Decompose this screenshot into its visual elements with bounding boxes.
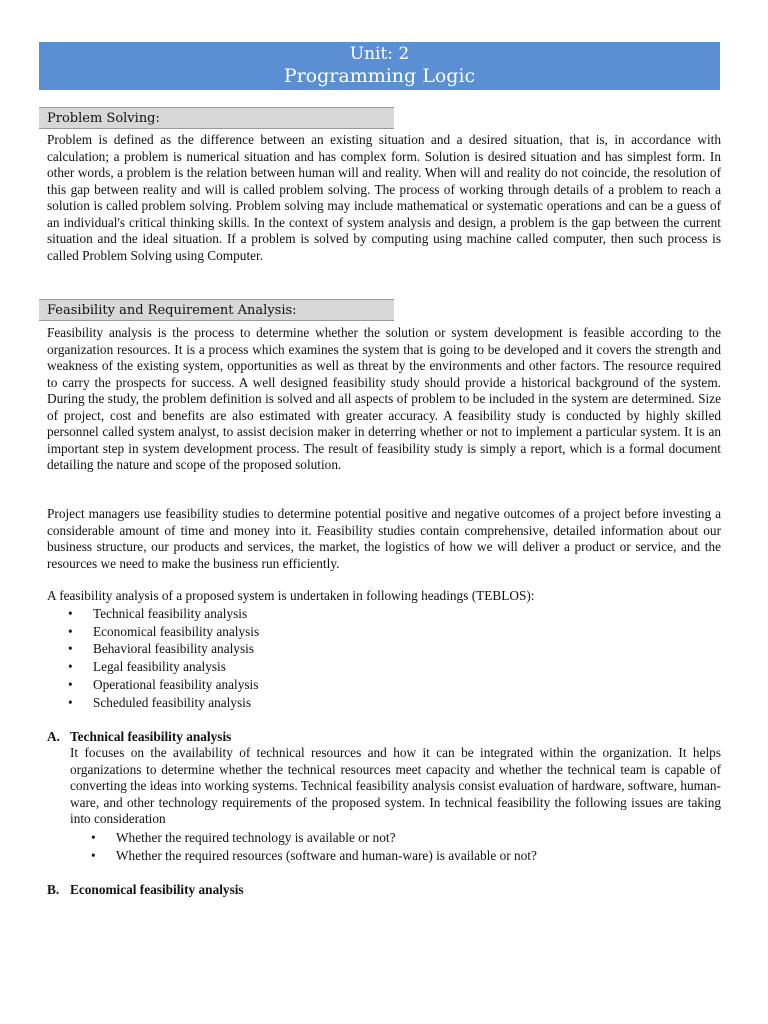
technical-issues-list — [91, 829, 537, 864]
problem-solving-paragraph: Problem is defined as the difference between an existing situation and a desired situation, that is, in accordance with calculation; a problem is numerical situation and has complex form. Solution is desired situation and has simplest form. In other words, a problem is the relation between human will and reality. When will and reality do not coincide, the resolution of this gap between reality and will is called problem solving. The process of working through details of a problem to reach a solution is called problem solving. Problem solving may include mathematical or systematic operations and can be a guess of an individual's critical thinking skills. In the context of system analysis and design, a problem is the gap between the current situation and the ideal situation. If a problem is solved by computing using machine called computer, then such process is called Problem Solving using Computer. — [47, 132, 721, 263]
feasibility-paragraph-3: A feasibility analysis of a proposed system is undertaken in following headings (TEBLOS): — [47, 588, 535, 603]
feasibility-paragraph-1: Feasibility analysis is the process to determine whether the solution or system development is feasible according to the organization resources. It is a process which examines the system that is going to be developed and it covers the strength and weakness of the existing system, opportunities as well as threat by the environments and other factors. The resource required to carry the prospects for success. A well designed feasibility study should provide a historical background of the system. During the study, the problem definition is solved and all aspects of problem to be included in the system are determined. Size of project, cost and benefits are also estimated with greater accuracy. A feasibility study is conducted by highly skilled personnel called system analyst, to assist decision maker in deterring whether or not to implement a particular system. It is an important step in system development process. The result of feasibility study is simply a report, which is a formal document detailing the nature and scope of the proposed solution. — [47, 325, 721, 472]
subheading-letter: A. — [47, 729, 60, 744]
list-item: • Whether the required resources (software and human-ware) is available or not? — [91, 847, 537, 865]
subheading-title: Economical feasibility analysis — [70, 882, 244, 897]
unit-banner — [39, 42, 720, 90]
list-item: • Economical feasibility analysis — [68, 623, 259, 641]
list-item: • Whether the required technology is available or not? — [91, 829, 537, 847]
teblos-list — [68, 605, 259, 711]
unit-number: Unit: 2 — [349, 44, 410, 64]
section-heading-problem-solving: Problem Solving: — [39, 107, 394, 129]
list-item: • Scheduled feasibility analysis — [68, 694, 259, 712]
subheading-title: Technical feasibility analysis — [70, 729, 232, 744]
section-heading-feasibility: Feasibility and Requirement Analysis: — [39, 299, 394, 321]
unit-title: Programming Logic — [283, 65, 476, 87]
list-item: • Technical feasibility analysis — [68, 605, 259, 623]
list-item: • Operational feasibility analysis — [68, 676, 259, 694]
subheading-technical — [47, 728, 231, 745]
list-item: • Legal feasibility analysis — [68, 658, 259, 676]
feasibility-paragraph-2: Project managers use feasibility studies to determine potential positive and negative outcomes of a project before investing a considerable amount of time and money into it. Feasibility studies contain comprehensive, detailed information about our business structure, our products and services, the market, the logistics of how we will deliver a product or service, and the resources we need to make the business run efficiently. — [47, 506, 721, 571]
list-item: • Behavioral feasibility analysis — [68, 640, 259, 658]
technical-paragraph: It focuses on the availability of technical resources and how it can be integrated within the organization. It helps organizations to determine whether the technical resources meet capacity and whether the technical team is capable of converting the ideas into working systems. Technical feasibility analysis consist evaluation of hardware, software, human-ware, and other technology requirements of the proposed system. In technical feasibility the following issues are taking into consideration — [70, 745, 721, 826]
subheading-letter: B. — [47, 882, 60, 897]
subheading-economical — [47, 881, 244, 898]
